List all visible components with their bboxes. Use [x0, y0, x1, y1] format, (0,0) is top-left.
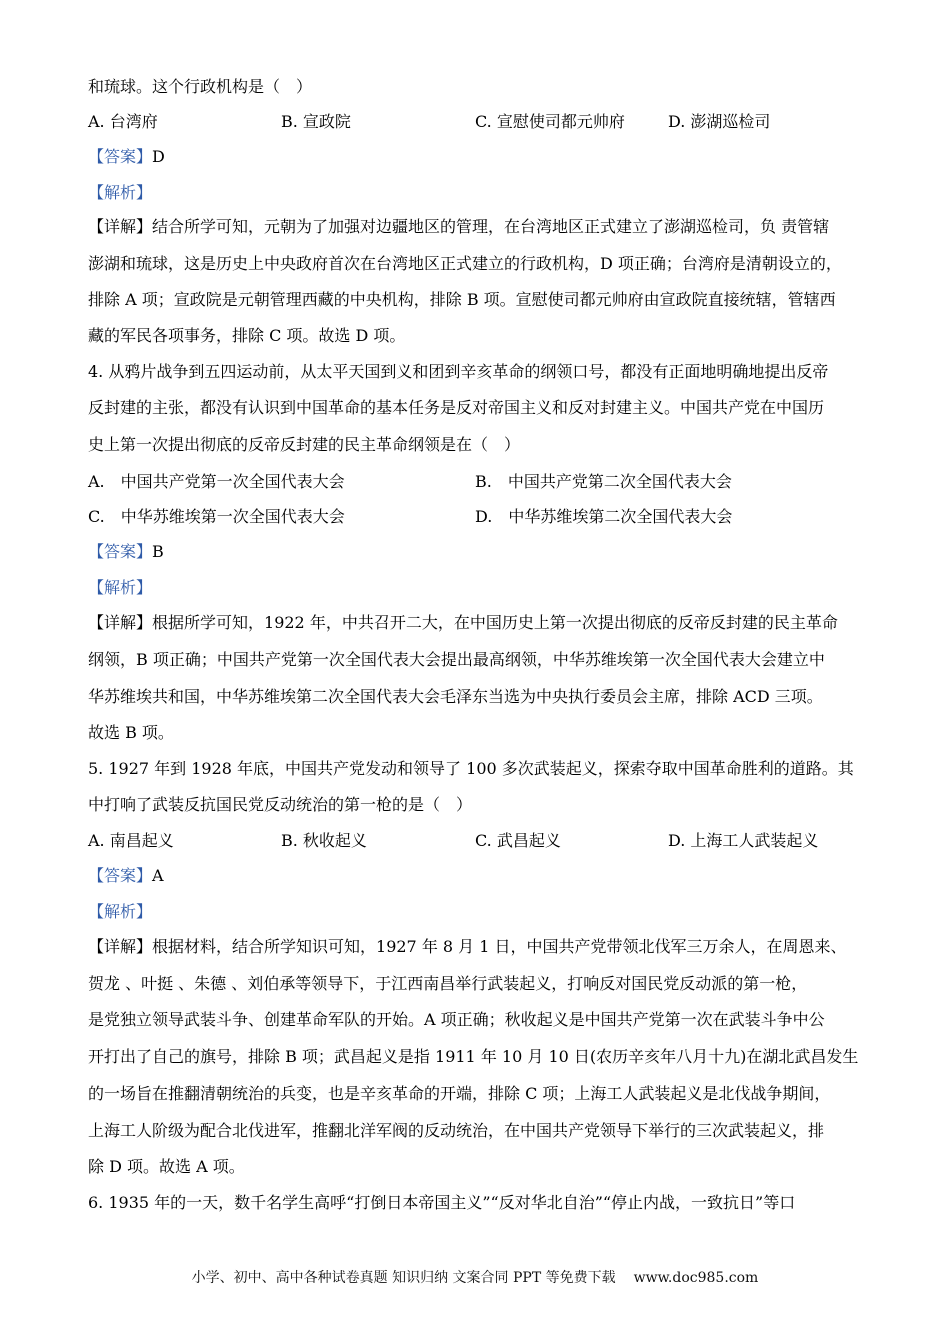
q4-stem-line: 反封建的主张，都没有认识到中国革命的基本任务是反对帝国主义和反对封建主义。中国共产党在中国历	[88, 398, 825, 417]
answer-label: 【答案】	[88, 147, 153, 166]
detail-label: 【详解】	[88, 217, 153, 236]
q5-detail-line: 的一场旨在推翻清朝统治的兵变，也是辛亥革命的开端，排除 C 项；上海工人武装起义是北伐战争期间，	[88, 1084, 831, 1103]
answer-value: D	[152, 147, 165, 166]
q4-detail-line: 纲领，B 项正确；中国共产党第一次全国代表大会提出最高纲领，中华苏维埃第一次全国代表大会建立中	[88, 650, 825, 669]
q3-detail-line	[88, 217, 829, 237]
answer-label: 【答案】	[88, 866, 153, 885]
q5-detail-line: 是党独立领导武装斗争、创建革命军队的开始。A 项正确；秋收起义是中国共产党第一次在武装斗争中公	[88, 1010, 825, 1029]
q5-option-a: A. 南昌起义	[88, 831, 174, 850]
detail-label: 【详解】	[88, 613, 153, 632]
q5-detail-line: 除 D 项。故选 A 项。	[88, 1157, 245, 1176]
q4-detail-line: 华苏维埃共和国，中华苏维埃第二次全国代表大会毛泽东当选为中央执行委员会主席，排除 ACD 三项。	[88, 687, 823, 706]
q5-stem-line: 中打响了武装反抗国民党反动统治的第一枪的是（ ）	[88, 795, 473, 814]
q4-detail-line	[88, 613, 838, 633]
answer-value: A	[152, 866, 164, 885]
q3-analysis-label: 【解析】	[88, 183, 153, 202]
q3-option-d: D. 澎湖巡检司	[668, 112, 771, 131]
q4-option-a: A. 中国共产党第一次全国代表大会	[88, 472, 345, 491]
q5-detail-line: 贺龙 、叶挺 、朱德 、刘伯承等领导下，于江西南昌举行武装起义，打响反对国民党反动派的第一枪，	[88, 974, 808, 993]
q3-option-c: C. 宣慰使司都元帅府	[475, 112, 625, 131]
q5-option-b: B. 秋收起义	[281, 831, 367, 850]
detail-label: 【详解】	[88, 937, 153, 956]
detail-text: 根据材料，结合所学知识可知，1927 年 8 月 1 日，中国共产党带领北伐军三万余人，在周恩来、	[152, 937, 847, 956]
detail-text: 根据所学可知，1922 年，中共召开二大，在中国历史上第一次提出彻底的反帝反封建的民主革命	[152, 613, 838, 632]
answer-value: B	[152, 542, 164, 561]
q6-stem-line: 6. 1935 年的一天，数千名学生高呼“打倒日本帝国主义”“反对华北自治”“停止内战，一致抗日”等口	[88, 1193, 796, 1212]
q5-analysis-label: 【解析】	[88, 902, 153, 921]
q4-option-c: C. 中华苏维埃第一次全国代表大会	[88, 507, 345, 526]
footer-url[interactable]: www.doc985.com	[633, 1270, 759, 1286]
q5-detail-line	[88, 937, 847, 957]
q5-detail-line: 上海工人阶级为配合北伐进军，推翻北洋军阀的反动统治，在中国共产党领导下举行的三次武装起义，排	[88, 1121, 825, 1140]
q4-option-d: D. 中华苏维埃第二次全国代表大会	[475, 507, 733, 526]
q3-detail-line: 澎湖和琉球，这是历史上中央政府首次在台湾地区正式建立的行政机构，D 项正确；台湾府是清朝设立的，	[88, 254, 842, 273]
footer-text: 小学、初中、高中各种试卷真题 知识归纳 文案合同 PPT 等免费下载	[191, 1270, 616, 1286]
q5-answer	[88, 866, 164, 886]
q5-detail-line: 开打出了自己的旗号，排除 B 项；武昌起义是指 1911 年 10 月 10 日(农历辛亥年八月十九)在湖北武昌发生	[88, 1047, 859, 1066]
q4-stem-line: 4. 从鸦片战争到五四运动前，从太平天国到义和团到辛亥革命的纲领口号，都没有正面地明确地提出反帝	[88, 362, 829, 381]
detail-text: 结合所学可知，元朝为了加强对边疆地区的管理，在台湾地区正式建立了澎湖巡检司，负 责管辖	[152, 217, 830, 236]
q4-stem-line: 史上第一次提出彻底的反帝反封建的民主革命纲领是在（ ）	[88, 435, 521, 454]
q3-detail-line: 排除 A 项；宣政院是元朝管理西藏的中央机构，排除 B 项。宣慰使司都元帅府由宣政院直接统辖，管辖西	[88, 290, 836, 309]
answer-label: 【答案】	[88, 542, 153, 561]
q5-option-d: D. 上海工人武装起义	[668, 831, 819, 850]
q4-analysis-label: 【解析】	[88, 578, 153, 597]
q4-option-b: B. 中国共产党第二次全国代表大会	[475, 472, 732, 491]
page-footer	[0, 1269, 950, 1287]
q3-stem-tail: 和琉球。这个行政机构是（ ）	[88, 77, 313, 96]
q3-option-b: B. 宣政院	[281, 112, 351, 131]
q4-answer	[88, 542, 164, 562]
q3-answer	[88, 147, 165, 167]
q5-option-c: C. 武昌起义	[475, 831, 561, 850]
q5-stem-line: 5. 1927 年到 1928 年底，中国共产党发动和领导了 100 多次武装起义，探索夺取中国革命胜利的道路。其	[88, 759, 854, 778]
q4-detail-line: 故选 B 项。	[88, 723, 174, 742]
q3-option-a: A. 台湾府	[88, 112, 158, 131]
q3-detail-line: 藏的军民各项事务，排除 C 项。故选 D 项。	[88, 326, 406, 345]
